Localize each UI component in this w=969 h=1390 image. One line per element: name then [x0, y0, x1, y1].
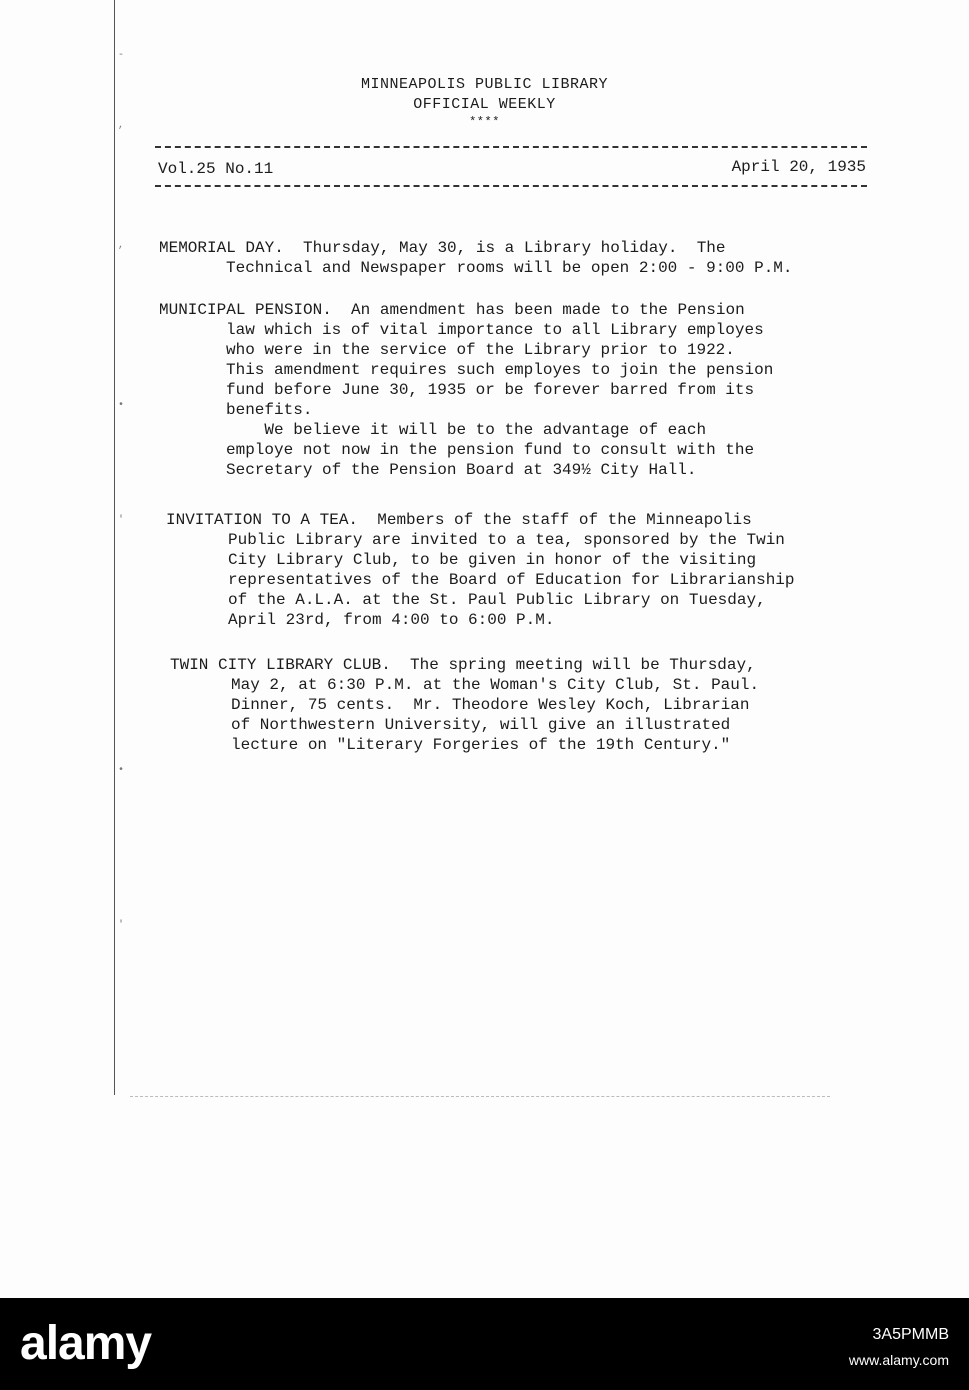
entry-line: This amendment requires such employes to join the pension [226, 361, 774, 379]
margin-tick: , [118, 120, 125, 131]
bottom-edge [130, 1096, 830, 1097]
entry-line: fund before June 30, 1935 or be forever barred from its [226, 381, 755, 399]
entry-line: employe not now in the pension fund to consult with the [226, 441, 755, 459]
entry-line: Dinner, 75 cents. Mr. Theodore Wesley Koch, Librarian [231, 696, 750, 714]
entry-municipal-pension [159, 300, 773, 480]
margin-line [114, 0, 115, 1095]
margin-tick: • [118, 400, 125, 411]
entry-line: May 2, at 6:30 P.M. at the Woman's City Club, St. Paul. [231, 676, 760, 694]
entry-invitation-tea [166, 510, 795, 630]
library-name: MINNEAPOLIS PUBLIC LIBRARY [360, 76, 609, 93]
entry-line: of the A.L.A. at the St. Paul Public Library on Tuesday, [228, 591, 766, 609]
margin-tick: , [118, 240, 125, 251]
entry-line: representatives of the Board of Education for Librarianship [228, 571, 795, 589]
entry-memorial-day [159, 238, 793, 278]
entry-text: Thursday, May 30, is a Library holiday. The [283, 239, 726, 257]
margin-tick: ' [118, 920, 125, 931]
entry-heading: MUNICIPAL PENSION. [159, 301, 332, 319]
watermark-logo: alamy [20, 1317, 152, 1370]
entry-line: Technical and Newspaper rooms will be open 2:00 - 9:00 P.M. [226, 259, 793, 277]
entry-line: lecture on "Literary Forgeries of the 19th Century." [231, 736, 731, 754]
entry-line: of Northwestern University, will give an illustrated [231, 716, 731, 734]
entry-text: The spring meeting will be Thursday, [390, 656, 756, 674]
entry-text: An amendment has been made to the Pension [331, 301, 745, 319]
header-stars: **** [469, 115, 500, 129]
entry-line: We believe it will be to the advantage of each [226, 421, 707, 439]
entry-text: Members of the staff of the Minneapolis [358, 511, 752, 529]
margin-tick: • [118, 765, 125, 776]
entry-line: April 23rd, from 4:00 to 6:00 P.M. [228, 611, 555, 629]
issue-date: April 20, 1935 [731, 158, 866, 176]
entry-heading: TWIN CITY LIBRARY CLUB. [170, 656, 391, 674]
entry-line: benefits. [226, 401, 313, 419]
entry-line: Public Library are invited to a tea, sponsored by the Twin [228, 531, 785, 549]
watermark-bar [0, 1298, 969, 1390]
watermark-url: www.alamy.com [848, 1352, 949, 1368]
header-rule [155, 146, 867, 148]
header-rule [155, 185, 867, 187]
entry-heading: INVITATION TO A TEA. [166, 511, 359, 529]
entry-heading: MEMORIAL DAY. [159, 239, 284, 257]
entry-line: Secretary of the Pension Board at 349½ City Hall. [226, 461, 697, 479]
margin-tick: - [118, 50, 125, 61]
entry-line: who were in the service of the Library prior to 1922. [226, 341, 735, 359]
image-code: 3A5PMMB [872, 1326, 949, 1343]
margin-tick: ' [118, 515, 125, 526]
volume-number: Vol.25 No.11 [158, 160, 274, 178]
entry-line: law which is of vital importance to all Library employes [226, 321, 764, 339]
publication-title: OFFICIAL WEEKLY [413, 96, 556, 113]
entry-line: City Library Club, to be given in honor of the visiting [228, 551, 757, 569]
entry-twin-city-library-club [170, 655, 759, 755]
